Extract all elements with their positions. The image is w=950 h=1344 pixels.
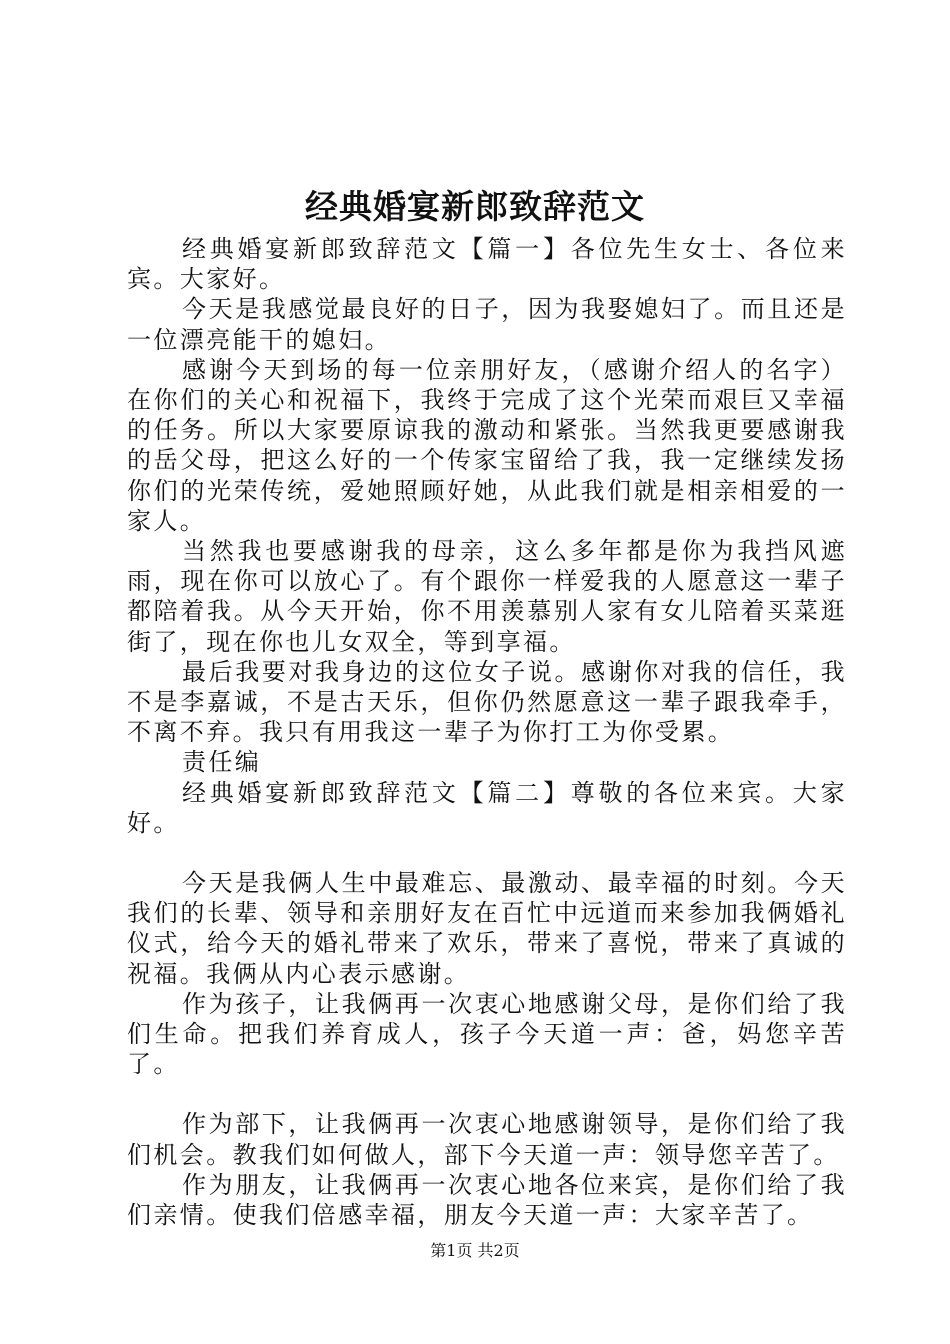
document-title: 经典婚宴新郎致辞范文 — [305, 187, 645, 226]
blank-line — [127, 838, 847, 868]
page-footer: 第1页 共2页 — [430, 1241, 520, 1260]
paragraph: 作为部下，让我俩再一次衷心地感谢领导，是你们给了我们机会。教我们如何做人，部下今天道一声：领导您辛苦了。 — [127, 1110, 847, 1169]
paragraph: 最后我要对我身边的这位女子说。感谢你对我的信任，我不是李嘉诚，不是古天乐，但你仍然愿意这一辈子跟我牵手，不离不弃。我只有用我这一辈子为你打工为你受累。 — [127, 657, 847, 747]
paragraph: 经典婚宴新郎致辞范文【篇一】各位先生女士、各位来宾。大家好。 — [127, 235, 847, 294]
paragraph: 当然我也要感谢我的母亲，这么多年都是你为我挡风遮雨，现在你可以放心了。有个跟你一样爱我的人愿意这一辈子都陪着我。从今天开始，你不用羡慕别人家有女儿陪着买菜逛街了，现在你也儿女双全，等到享福。 — [127, 537, 847, 656]
document-body — [127, 234, 847, 1230]
paragraph: 今天是我俩人生中最难忘、最激动、最幸福的时刻。今天我们的长辈、领导和亲朋好友在百忙中远道而来参加我俩婚礼仪式，给今天的婚礼带来了欢乐，带来了喜悦，带来了真诚的祝福。我俩从内心表示感谢。 — [127, 869, 847, 988]
paragraph: 作为孩子，让我俩再一次衷心地感谢父母，是你们给了我们生命。把我们养育成人，孩子今天道一声：爸，妈您辛苦了。 — [127, 989, 847, 1079]
blank-line — [127, 1079, 847, 1109]
paragraph: 今天是我感觉最良好的日子，因为我娶媳妇了。而且还是一位漂亮能干的媳妇。 — [127, 295, 847, 354]
paragraph: 经典婚宴新郎致辞范文【篇二】尊敬的各位来宾。大家好。 — [127, 778, 847, 837]
paragraph: 感谢今天到场的每一位亲朋好友，（感谢介绍人的名字）在你们的关心和祝福下，我终于完成了这个光荣而艰巨又幸福的任务。所以大家要原谅我的激动和紧张。当然我更要感谢我的岳父母，把这么好的一个传家宝留给了我，我一定继续发扬你们的光荣传统，爱她照顾好她，从此我们就是相亲相爱的一家人。 — [127, 355, 847, 535]
paragraph-editor-note: 责任编 — [182, 748, 262, 777]
paragraph: 作为朋友，让我俩再一次衷心地各位来宾，是你们给了我们亲情。使我们倍感幸福，朋友今天道一声：大家辛苦了。 — [127, 1170, 847, 1230]
